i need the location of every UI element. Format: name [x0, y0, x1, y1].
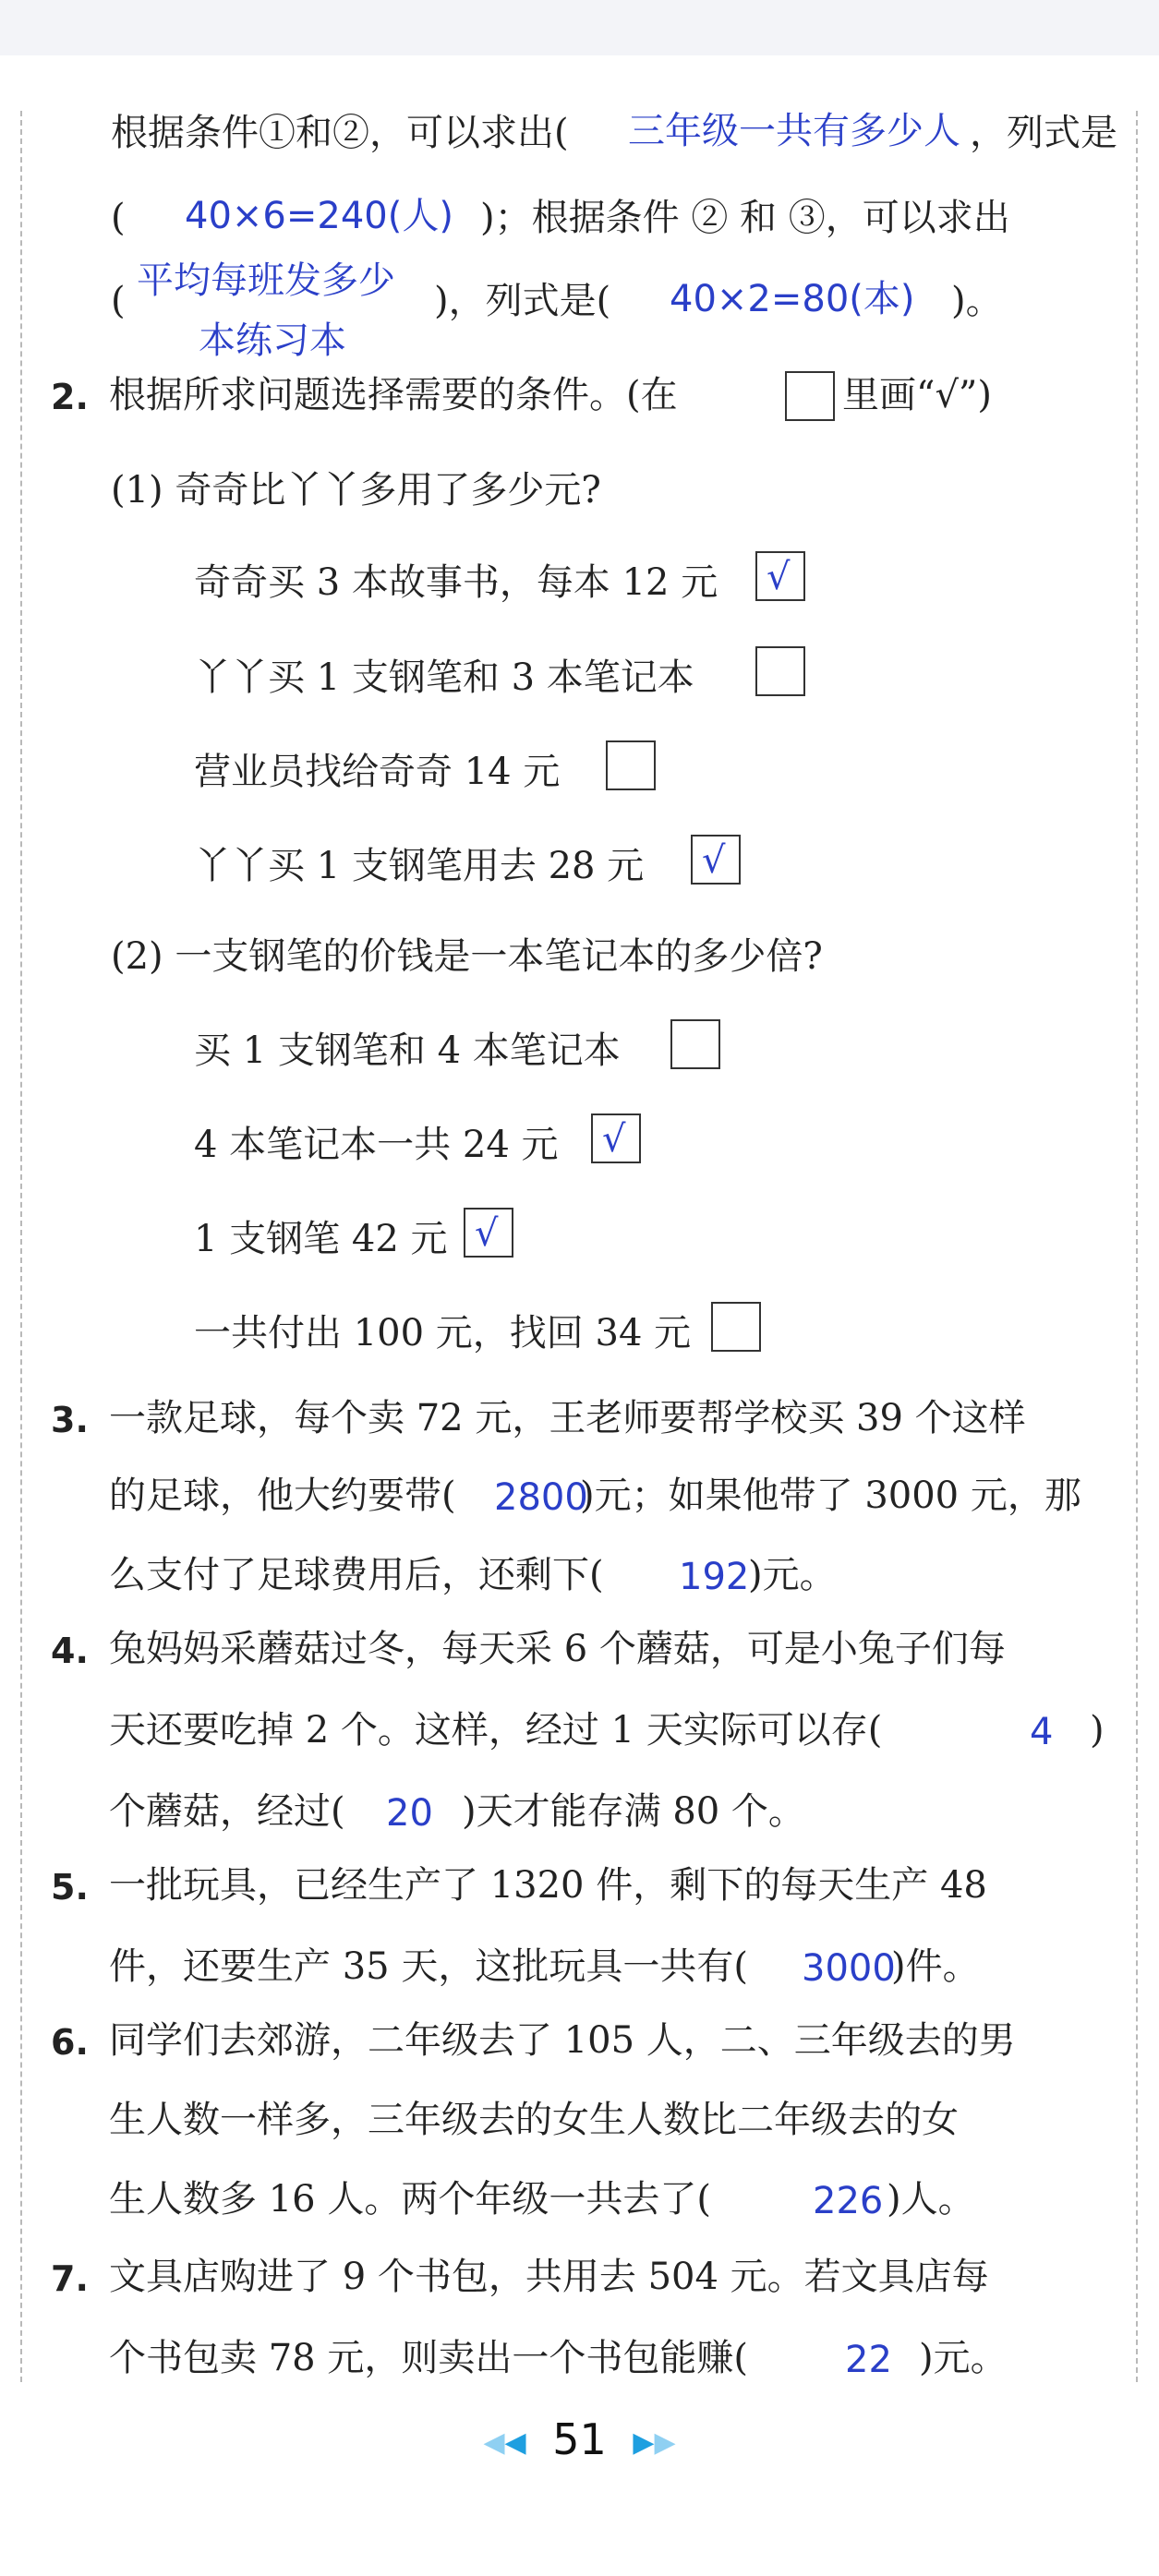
- q1-answer-d: 40×2=80(本): [670, 278, 915, 320]
- q1-line3-mid: )，列式是(: [434, 280, 611, 322]
- check-icon: √: [602, 1118, 626, 1161]
- q7-line1: 文具店购进了 9 个书包，共用去 504 元。若文具店每: [109, 2256, 989, 2298]
- q2-sub2-checkbox-2[interactable]: [591, 1113, 641, 1163]
- q4-line3a: 个蘑菇，经过(: [109, 1790, 345, 1833]
- double-left-arrow-icon[interactable]: ◀◀: [483, 2426, 526, 2459]
- q2-sub2-checkbox-4[interactable]: [711, 1302, 761, 1352]
- q2-sub1-option-4: 丫丫买 1 支钢笔用去 28 元: [194, 845, 645, 887]
- q6-line1: 同学们去郊游，二年级去了 105 人，二、三年级去的男: [109, 2019, 1016, 2062]
- q1-line2-open: (: [111, 197, 126, 239]
- q5-answer-1: 3000: [802, 1947, 896, 1990]
- q2-sub2-option-1: 买 1 支钢笔和 4 本笔记本: [194, 1029, 621, 1072]
- q1-answer-c2: 本练习本: [199, 319, 346, 362]
- q4-answer-2: 20: [386, 1792, 433, 1835]
- q6-answer-1: 226: [813, 2180, 884, 2222]
- q2-prompt: 根据所求问题选择需要的条件。(在: [109, 374, 678, 416]
- q3-line2a: 的足球，他大约要带(: [109, 1475, 456, 1517]
- q4-number: 4.: [51, 1631, 89, 1671]
- q2-sub2-question: (2) 一支钢笔的价钱是一本笔记本的多少倍?: [111, 935, 823, 978]
- q7-number: 7.: [51, 2258, 89, 2299]
- page-number: 51: [552, 2414, 607, 2464]
- q5-line2b: )件。: [891, 1945, 980, 1988]
- q2-sub1-checkbox-2[interactable]: [755, 646, 805, 696]
- q2-prompt-end: 里画“√”): [842, 374, 992, 416]
- q2-sub2-checkbox-1[interactable]: [670, 1019, 720, 1069]
- q4-line2b: ): [1090, 1709, 1105, 1751]
- top-band: [0, 0, 1159, 55]
- q2-prompt-box: [785, 371, 835, 421]
- q6-number: 6.: [51, 2022, 89, 2063]
- q3-number: 3.: [51, 1400, 89, 1440]
- q3-line1: 一款足球，每个卖 72 元，王老师要帮学校买 39 个这样: [109, 1397, 1026, 1439]
- q6-line2: 生人数一样多，三年级去的女生人数比二年级去的女: [109, 2099, 959, 2141]
- q2-sub1-checkbox-3[interactable]: [606, 740, 656, 790]
- q6-line3b: )人。: [887, 2178, 975, 2221]
- q2-sub2-option-2: 4 本笔记本一共 24 元: [194, 1124, 559, 1166]
- left-margin-line: [20, 111, 22, 2382]
- q2-sub1-option-1: 奇奇买 3 本故事书，每本 12 元: [194, 561, 718, 604]
- q5-line1: 一批玩具，已经生产了 1320 件，剩下的每天生产 48: [109, 1864, 987, 1907]
- q2-sub1-option-3: 营业员找给奇奇 14 元: [194, 751, 561, 793]
- q2-sub1-option-2: 丫丫买 1 支钢笔和 3 本笔记本: [194, 656, 694, 699]
- q2-sub2-checkbox-3[interactable]: [464, 1208, 513, 1258]
- check-icon: √: [702, 839, 726, 882]
- q5-number: 5.: [51, 1867, 89, 1908]
- page-footer: [0, 2414, 1159, 2464]
- q3-line3a: 么支付了足球费用后，还剩下(: [109, 1554, 604, 1596]
- check-icon: √: [475, 1212, 499, 1255]
- q4-answer-1: 4: [1030, 1711, 1054, 1753]
- q3-answer-1: 2800: [494, 1476, 588, 1519]
- q4-line1: 兔妈妈采蘑菇过冬，每天采 6 个蘑菇，可是小兔子们每: [109, 1628, 1006, 1670]
- double-right-arrow-icon[interactable]: ▶▶: [633, 2426, 676, 2459]
- q1-line1: 根据条件①和②，可以求出(: [111, 112, 569, 154]
- q5-line2a: 件，还要生产 35 天，这批玩具一共有(: [109, 1945, 748, 1988]
- q1-answer-a: 三年级一共有多少人: [628, 110, 960, 152]
- check-icon: √: [767, 556, 791, 598]
- q2-sub2-option-3: 1 支钢笔 42 元: [194, 1218, 448, 1260]
- q3-line3b: )元。: [748, 1554, 837, 1596]
- q2-sub1-checkbox-4[interactable]: [691, 835, 741, 885]
- q7-line2a: 个书包卖 78 元，则卖出一个书包能赚(: [109, 2337, 748, 2379]
- q6-line3a: 生人数多 16 人。两个年级一共去了(: [109, 2178, 711, 2221]
- q1-answer-b: 40×6=240(人): [185, 195, 453, 237]
- q3-line2b: )元；如果他带了 3000 元，那: [580, 1475, 1081, 1517]
- q1-line1-end: ，列式是: [970, 112, 1117, 154]
- right-margin-line: [1136, 111, 1138, 2382]
- q1-line2-rest: )；根据条件 ② 和 ③，可以求出: [480, 197, 1010, 239]
- q2-sub1-question: (1) 奇奇比丫丫多用了多少元?: [111, 469, 601, 512]
- q4-line3b: )天才能存满 80 个。: [462, 1790, 805, 1833]
- q2-sub1-checkbox-1[interactable]: [755, 551, 805, 601]
- q2-number: 2.: [51, 377, 89, 417]
- q1-answer-c: 平均每班发多少: [137, 259, 395, 302]
- q1-line3-open: (: [111, 280, 126, 322]
- q7-answer-1: 22: [845, 2339, 892, 2381]
- q1-line3-end: )。: [951, 280, 1003, 322]
- q3-answer-2: 192: [679, 1556, 750, 1598]
- q7-line2b: )元。: [919, 2337, 1008, 2379]
- q4-line2a: 天还要吃掉 2 个。这样，经过 1 天实际可以存(: [109, 1709, 883, 1751]
- q2-sub2-option-4: 一共付出 100 元，找回 34 元: [194, 1312, 692, 1354]
